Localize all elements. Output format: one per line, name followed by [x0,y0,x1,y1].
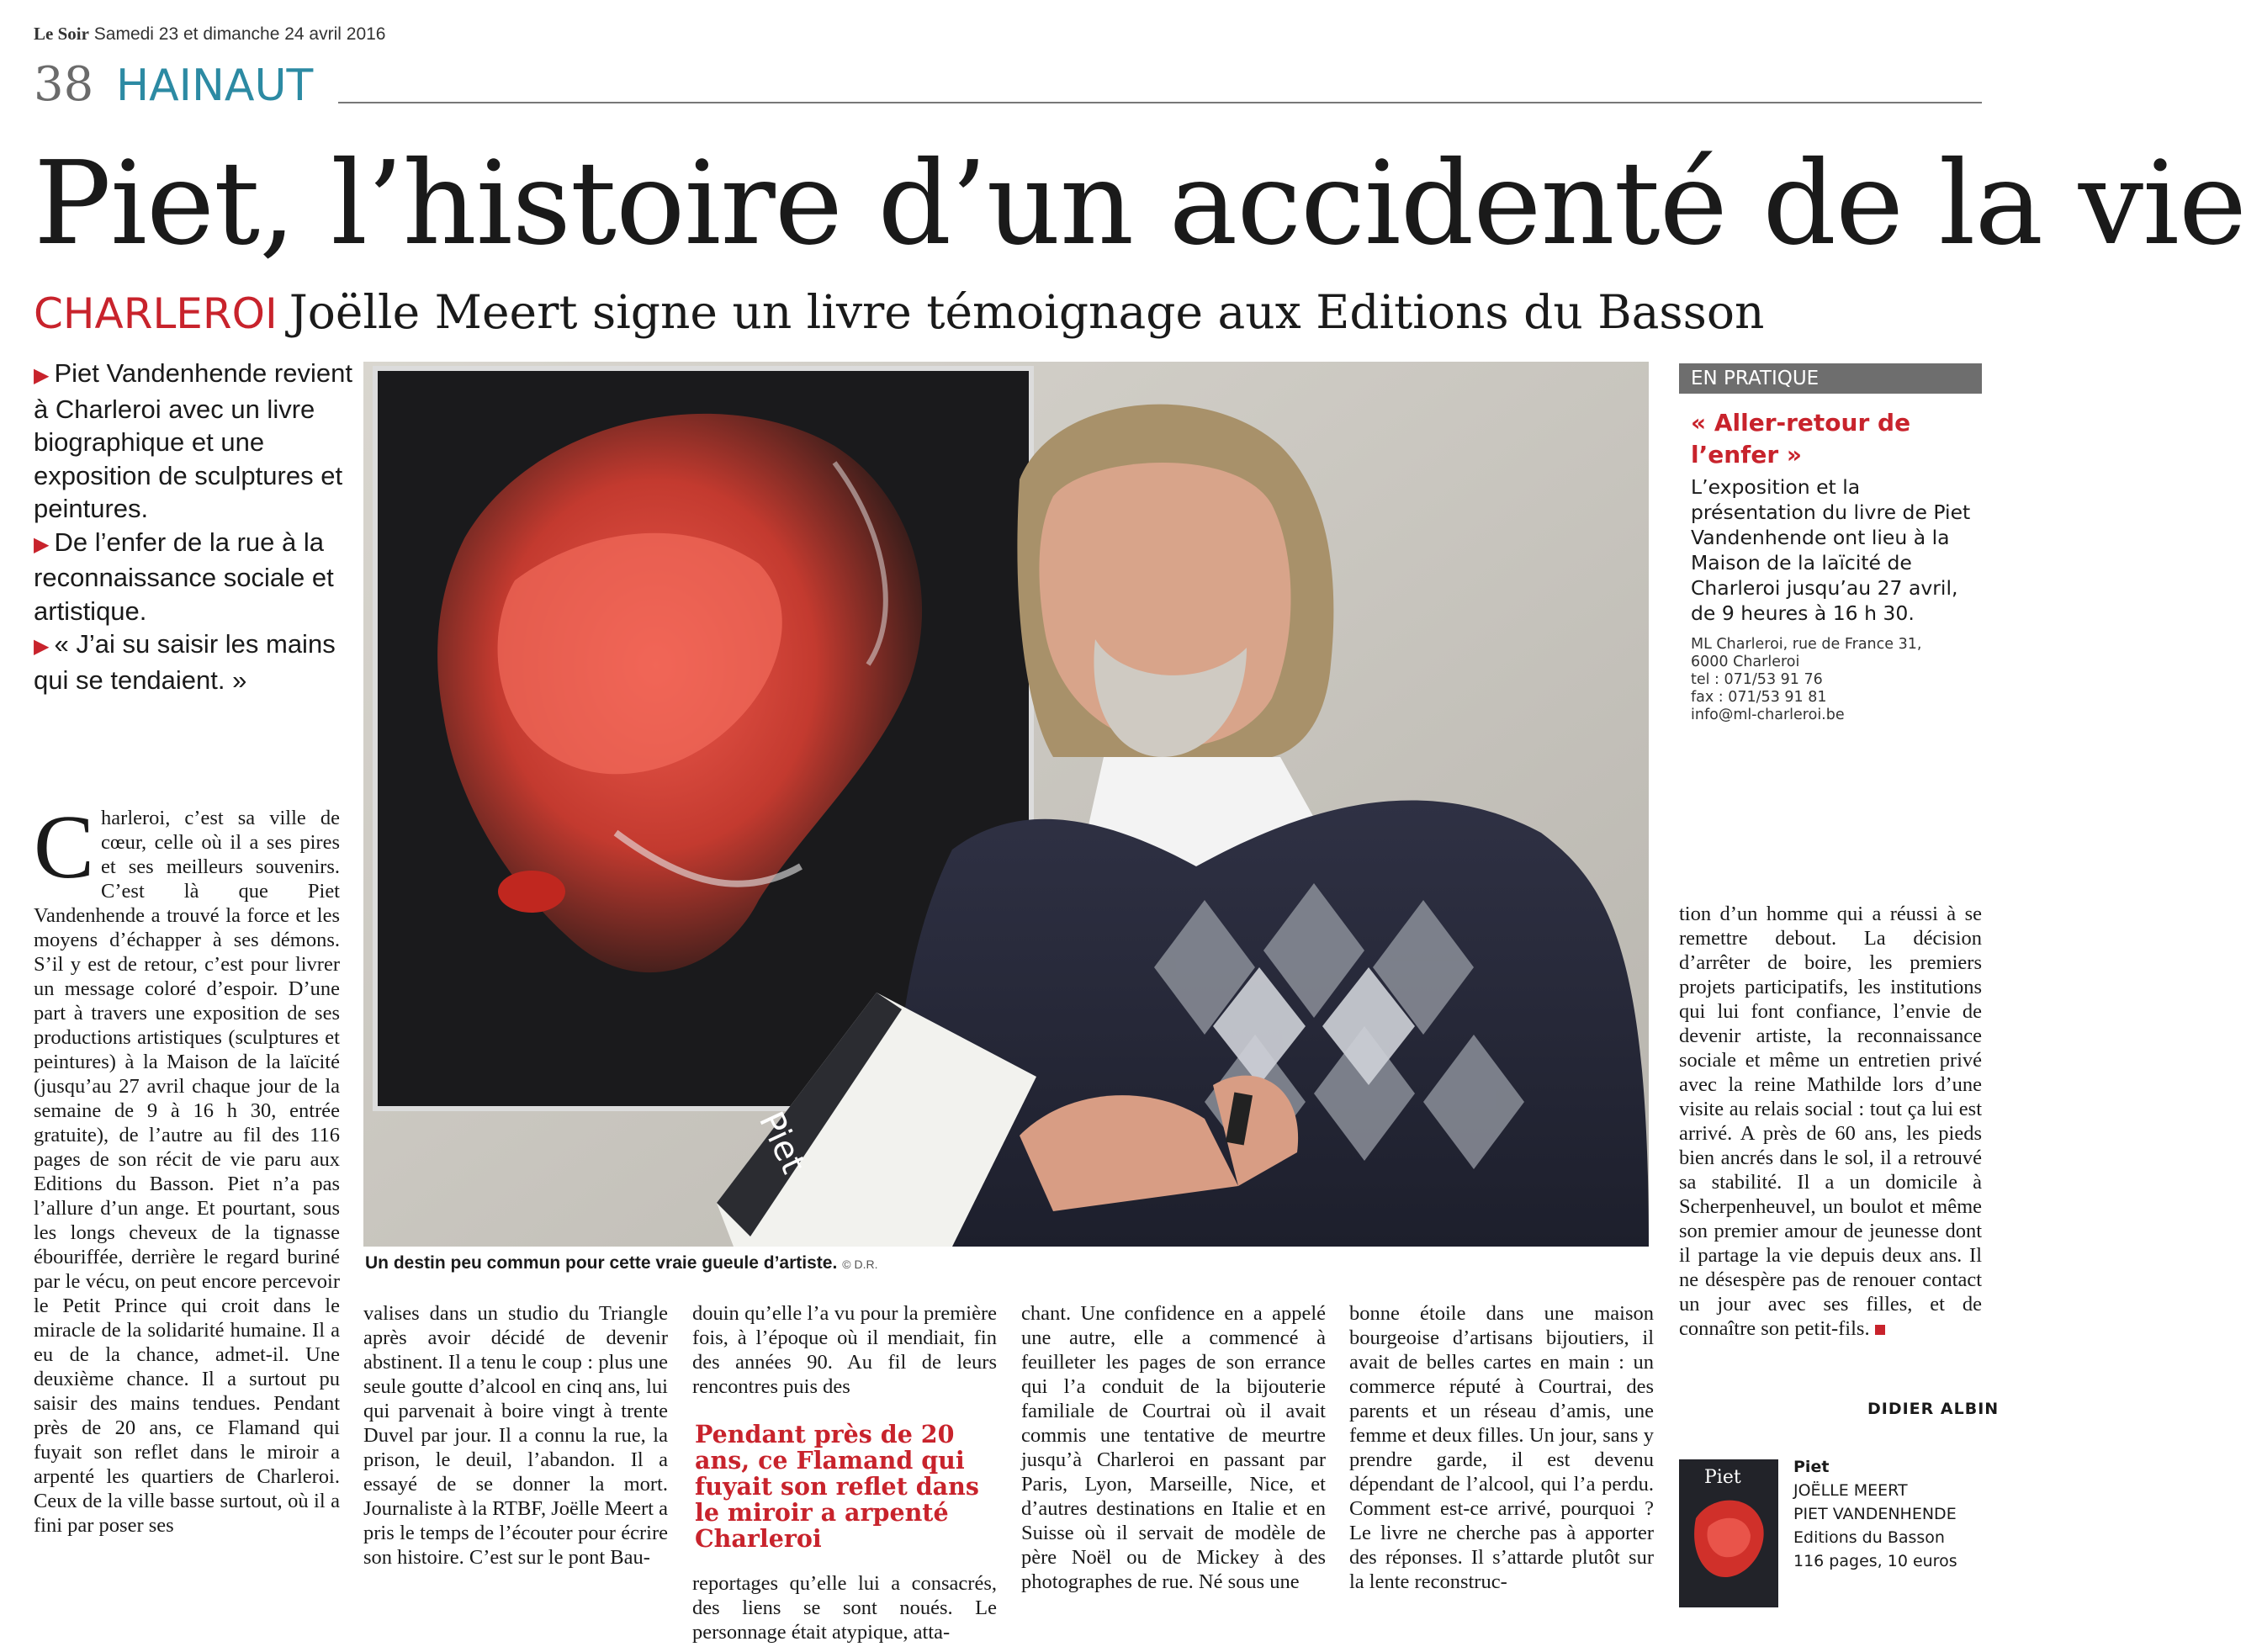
book-title: Piet [1793,1458,1830,1476]
article-column-2 [363,1301,668,1570]
article-column-3-continued [692,1571,997,1644]
book-publisher: Editions du Basson [1793,1528,1945,1547]
column-text: harleroi, c’est sa ville de cœur, celle où il a ses pires et ses meilleurs souvenirs. C’est là que Piet Vandenhende a trouvé la force et les moyens d’échapper à ses démons. S’il y est de retour, c’est pour livrer un message coloré d’espoir. D’une part à travers une exposition de ses productions artistiques (sculptures et peintures) à la Maison de la laïcité (jusqu’au 27 avril chaque jour de la semaine de 9 à 16 h 30, entrée gratuite), de l’autre au fil des 116 pages de son récit de vie paru aux Editions du Basson. Piet n’a pas l’allure d’un ange. Et pourtant, sous les longs cheveux de la tignasse ébouriffée, derrière le regard buriné par le vécu, on peut encore percevoir le Petit Prince qui croit dans le miracle de la solidarité humaine. Il a eu de la chance, admet-il. Une deuxième chance. Il a surtout pu saisir des mains tendues. Pendant près de 20 ans, ce Flamand qui fuyait son reflet dans le miroir a arpenté les quartiers de Charleroi. Ceux de la ville basse surtout, où il a fini par poser ses [34,807,340,1537]
column-text: bonne étoile dans une maison bourgeoise d’artisans bijoutiers, il avait de belles cartes en main : un commerce réputé à Courtrai, des parents et un réseau d’amis, une femme et deux filles. Un jour, sans y prendre garde, il est devenu dépendant de l’alcool, qui l’a perdu. Comment est-ce arrivé, pourquoi ? Le livre ne cherche pas à apporter des réponses. Il s’attarde plutôt sur la lente reconstruc- [1349,1302,1654,1593]
caption-text: Un destin peu commun pour cette vraie gueule d’artiste. [365,1253,838,1273]
article-column-6 [1679,902,1982,1341]
section-rule [338,102,1982,103]
sidebar-title: « Aller-retour de l’enfer » [1691,409,1911,469]
article-column-4 [1021,1301,1326,1594]
subhead-text: Joëlle Meert signe un livre témoignage aux Editions du Basson [289,285,1765,339]
end-of-article-icon [1875,1325,1885,1335]
newspaper-name: Le Soir [34,24,89,44]
column-text: valises dans un studio du Triangle après avoir décidé de devenir abstinent. Il a tenu le coup : plus une seule goutte d’alcool en cinq ans, lui qui parvenait à boire vingt à trente Duvel par jour. Il a connu la rue, la prison, le deuil, l’abandon. Il a essayé de se donner la mort. Journaliste à la RTBF, Joëlle Meert a pris le temps de l’écouter pour écrire son histoire. C’est sur le pont Bau- [363,1302,668,1569]
photo-illustration [363,362,1649,1247]
address-line: ML Charleroi, rue de France 31, [1691,636,1922,653]
book-cover-image [1679,1459,1778,1607]
book-info [1793,1455,1957,1573]
article-author: DIDIER ALBIN [1867,1400,2000,1418]
book-details: 116 pages, 10 euros [1793,1552,1957,1570]
column-text: tion d’un homme qui a réussi à se remettre debout. La décision d’arrêter de boire, les premiers projets participatifs, les institutions qui lui font confiance, l’envie de devenir artiste, la reconnaissance sociale et même un entretien privé avec la reine Mathilde lors d’une visite au relais social : tout ça lui est arrivé. A près de 60 ans, les pieds bien ancrés dans le sol, il a retrouvé sa stabilité. Il a un domicile à Scherpenheuvel, un boulot et même son premier amour de jeunesse dont il partage la vie depuis deux ans. Il ne désespère pas de renouer contact un jour avec ses filles, et de connaître son petit-fils. [1679,903,1982,1340]
drop-cap: C [34,797,95,897]
sidebar-text: L’exposition et la présentation du livre de Piet Vandenhende ont lieu à la Maison de la laïcité de Charleroi jusqu’au 27 avril, de 9 heures à 16 h 30. [1691,475,1971,625]
article-column-1 [34,797,340,1538]
subhead-kicker: CHARLEROI [34,289,278,338]
address-line: 6000 Charleroi [1691,654,1800,670]
article-column-3 [692,1301,997,1399]
issue-date: Samedi 23 et dimanche 24 avril 2016 [93,24,386,44]
masthead [34,24,385,45]
page-number: 38 [34,57,94,112]
column-text: chant. Une confidence en a appelé une autre, elle a commencé à feuilleter les pages de son errance qui l’a conduit de la bijouterie familiale de Courtrai où il avait commis une tentative de meurtre jusqu’à Charleroi en passant par Paris, Lyon, Marseille, Nice, et d’autres destinations en Italie et en Suisse où il servait de modèle de père Noël ou de Mickey à des photographes de rue. Né sous une [1021,1302,1326,1593]
section-title: HAINAUT [116,61,314,111]
book-author-1: JOËLLE MEERT [1793,1481,1908,1500]
triangle-bullet-icon: ▶ [34,532,50,556]
book-author-2: PIET VANDENHENDE [1793,1505,1957,1523]
column-text: douin qu’elle l’a vu pour la première fois, à l’époque où il mendiait, fin des années 90. Au fil de leurs rencontres puis des [692,1302,997,1398]
headline: Piet, l’histoire d’un accidenté de la vie [34,137,2246,271]
email-line: info@ml-charleroi.be [1691,707,1845,723]
book-cover-title: Piet [1704,1467,1741,1488]
photo-credit: © D.R. [842,1258,878,1271]
triangle-bullet-icon: ▶ [34,364,50,387]
subheadline [34,283,1764,343]
pull-quote: Pendant près de 20 ans, ce Flamand qui fuyait son reflet dans le miroir a arpenté Charleroi [695,1420,979,1553]
book-title-on-photo: Piet [750,1105,813,1179]
sidebar-address [1691,636,1982,724]
photo-caption [365,1253,878,1273]
bullet-item: ▶ De l’enfer de la rue à la reconnaissance sociale et artistique. [34,527,334,626]
lead-bullets [34,357,353,696]
article-photo [363,362,1649,1247]
bullet-item: ▶ « J’ai su saisir les mains qui se tendaient. » [34,629,336,695]
column-text: reportages qu’elle lui a consacrés, des liens se sont noués. Le personnage était atypique, atta- [692,1572,997,1644]
fax-line: fax : 071/53 91 81 [1691,689,1827,706]
bullet-item: ▶ Piet Vandenhende revient à Charleroi avec un livre biographique et une exposition de sculptures et peintures. [34,358,352,523]
phone-line: tel : 071/53 91 76 [1691,671,1823,688]
article-column-5 [1349,1301,1654,1594]
sidebar-header: EN PRATIQUE [1679,363,1982,394]
triangle-bullet-icon: ▶ [34,635,50,658]
